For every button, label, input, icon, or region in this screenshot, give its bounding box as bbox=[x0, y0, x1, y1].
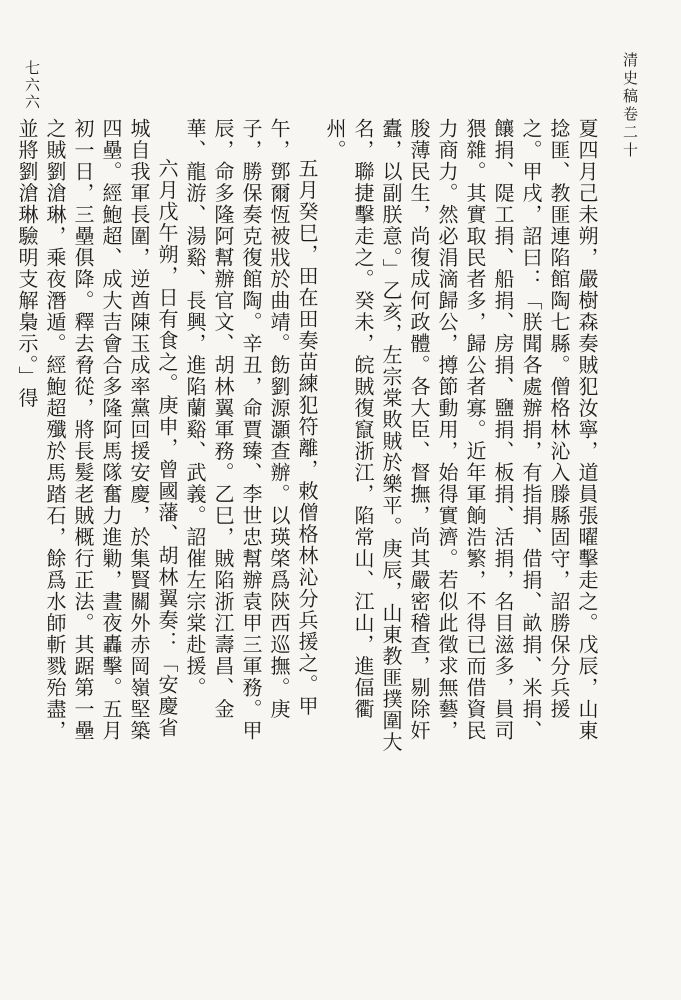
main-text bbox=[15, 118, 601, 758]
running-header: 清史稿卷二十 bbox=[621, 52, 639, 160]
paragraph-6th-month: 六月戊午朔，日有食之。庚申，曾國藩、胡林翼奏：「安慶省城自我軍長圍，逆酋陳玉成率黨回援安慶，於集賢關外赤岡嶺堅築四壘。經鮑超、成大吉會合多隆阿馬隊奮力進勦，晝夜轟擊。五月初一日，三壘俱降。釋去脅從，將長髮老賊概行正法。其踞第一壘之賊劉滄琳，乘夜潛遁。經鮑超殲於馬踏石，餘爲水師斬戮殆盡，並將劉滄琳驗明支解梟示。」得 bbox=[15, 118, 179, 742]
paragraph-4th-month: 夏四月己未朔，嚴樹森奏賊犯汝寧，道員張曜擊走之。戊辰，山東捻匪、教匪連陷館陶七縣。僧格林沁入滕縣固守，詔勝保分兵援之。甲戌，詔曰：「朕聞各處辦捐，有指捐、借捐、畝捐、米捐、饟捐、隄工捐、船捐、房捐、鹽捐、板捐、活捐，名目滋多，員司猥雜。其實取民者多，歸公者寡。近年軍餉浩繁，不得已而借資民力商力。然必涓滴歸公，撙節動用，始得實濟。若似此徵求無藝，朘薄民生，尚復成何政體。各大臣、督撫，尚其嚴密稽查，剔除奸蠹，以副朕意。」乙亥，左宗棠敗賊於樂平。庚辰，山東教匪撲圍大名，聯捷擊走之。癸未，皖賊復竄浙江，陷常山、江山，進偪衢州。 bbox=[323, 118, 599, 753]
page-number: 七六六 bbox=[23, 60, 41, 111]
paragraph-5th-month: 五月癸巳，田在田奏苗練犯符離，敕僧格林沁分兵援之。甲午，鄧爾恆被戕於曲靖。飭劉源灝查辦。以瑛棨爲陝西巡撫。庚子，勝保奏克復館陶。辛丑，命賈臻、李世忠幫辦袁甲三軍務。甲辰，命多隆阿幫辦官文、胡林翼軍務。乙巳，賊陷浙江壽昌、金華、龍游、湯谿、長興，進陷蘭谿、武義。詔催左宗棠赴援。 bbox=[183, 118, 319, 742]
